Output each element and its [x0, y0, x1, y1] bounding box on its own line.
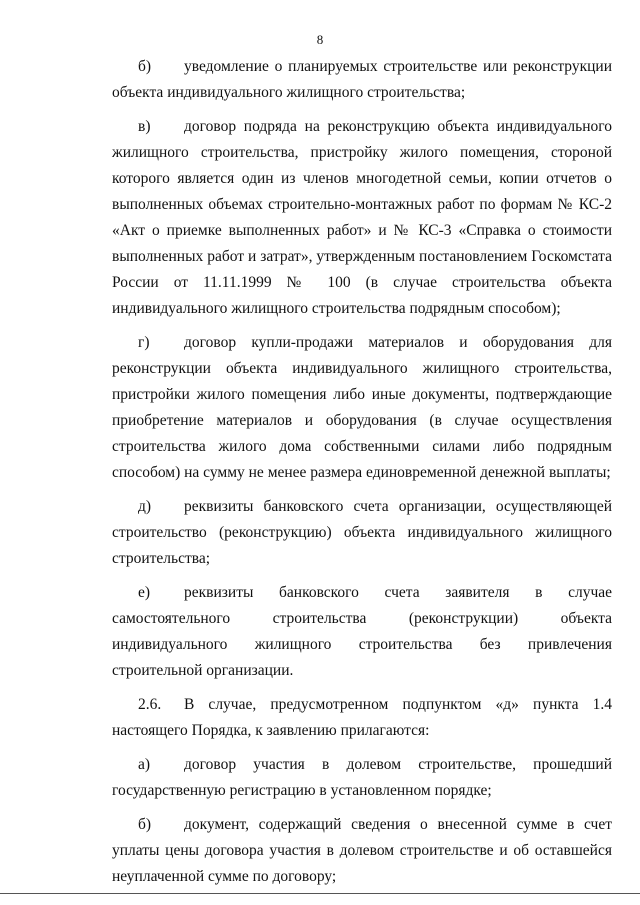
paragraph-text: документ, содержащий сведения о внесенной сумме в счет уплаты цены договора участия в долевом строительстве и об оставшейся неуплаченной сумме по договору;	[112, 816, 612, 885]
paragraph-marker: г)	[138, 334, 150, 351]
paragraph-a	[112, 752, 612, 804]
paragraph-marker: б)	[138, 816, 152, 833]
paragraph-text: реквизиты банковского счета заявителя в случае самостоятельного строительства (реконструкции) объекта индивидуального жилищного строительства без привлечения строительной организации.	[112, 584, 612, 679]
paragraph-marker: а)	[138, 756, 151, 773]
paragraph-text: уведомление о планируемых строительстве или реконструкции объекта индивидуального жилищного строительства;	[112, 58, 612, 101]
paragraph-g	[112, 330, 612, 486]
paragraph-text: реквизиты банковского счета организации, осуществляющей строительство (реконструкцию) объекта индивидуального жилищного строительства;	[112, 498, 612, 567]
paragraph-2-6	[112, 692, 612, 744]
paragraph-e	[112, 580, 612, 684]
paragraph-marker: д)	[138, 498, 152, 515]
paragraph-b2	[112, 812, 612, 890]
paragraph-b	[112, 54, 612, 106]
paragraph-marker: 2.6.	[138, 696, 162, 713]
paragraph-d	[112, 494, 612, 572]
page-bottom-rule	[0, 893, 640, 894]
paragraph-text: договор подряда на реконструкцию объекта индивидуального жилищного строительства, пристройку жилого помещения, стороной которого является один из членов многодетной семьи, копии отчетов о выполненных объемах строительно-монтажных работ по формам № КС-2 «Акт о приемке выполненных работ» и № КС-3 «Справка о стоимости выполненных работ и затрат», утвержденным постановлением Госкомстата России от 11.11.1999 № 100 (в случае строительства объекта индивидуального жилищного строительства подрядным способом);	[112, 118, 612, 317]
paragraph-text: В случае, предусмотренном подпунктом «д» пункта 1.4 настоящего Порядка, к заявлению прилагаются:	[112, 696, 612, 739]
paragraph-text: договор участия в долевом строительстве, прошедший государственную регистрацию в установленном порядке;	[112, 756, 612, 799]
paragraph-marker: в)	[138, 118, 151, 135]
page-number: 8	[316, 32, 324, 47]
paragraph-text: договор купли-продажи материалов и оборудования для реконструкции объекта индивидуального жилищного строительства, пристройки жилого помещения либо иные документы, подтверждающие приобретение материалов и оборудования (в случае осуществления строительства жилого дома собственными силами либо подрядным способом) на сумму не менее размера единовременной денежной выплаты;	[112, 334, 612, 481]
paragraph-v	[112, 114, 612, 322]
paragraph-marker: е)	[138, 584, 151, 601]
paragraph-marker: б)	[138, 58, 152, 75]
document-body	[112, 54, 612, 898]
